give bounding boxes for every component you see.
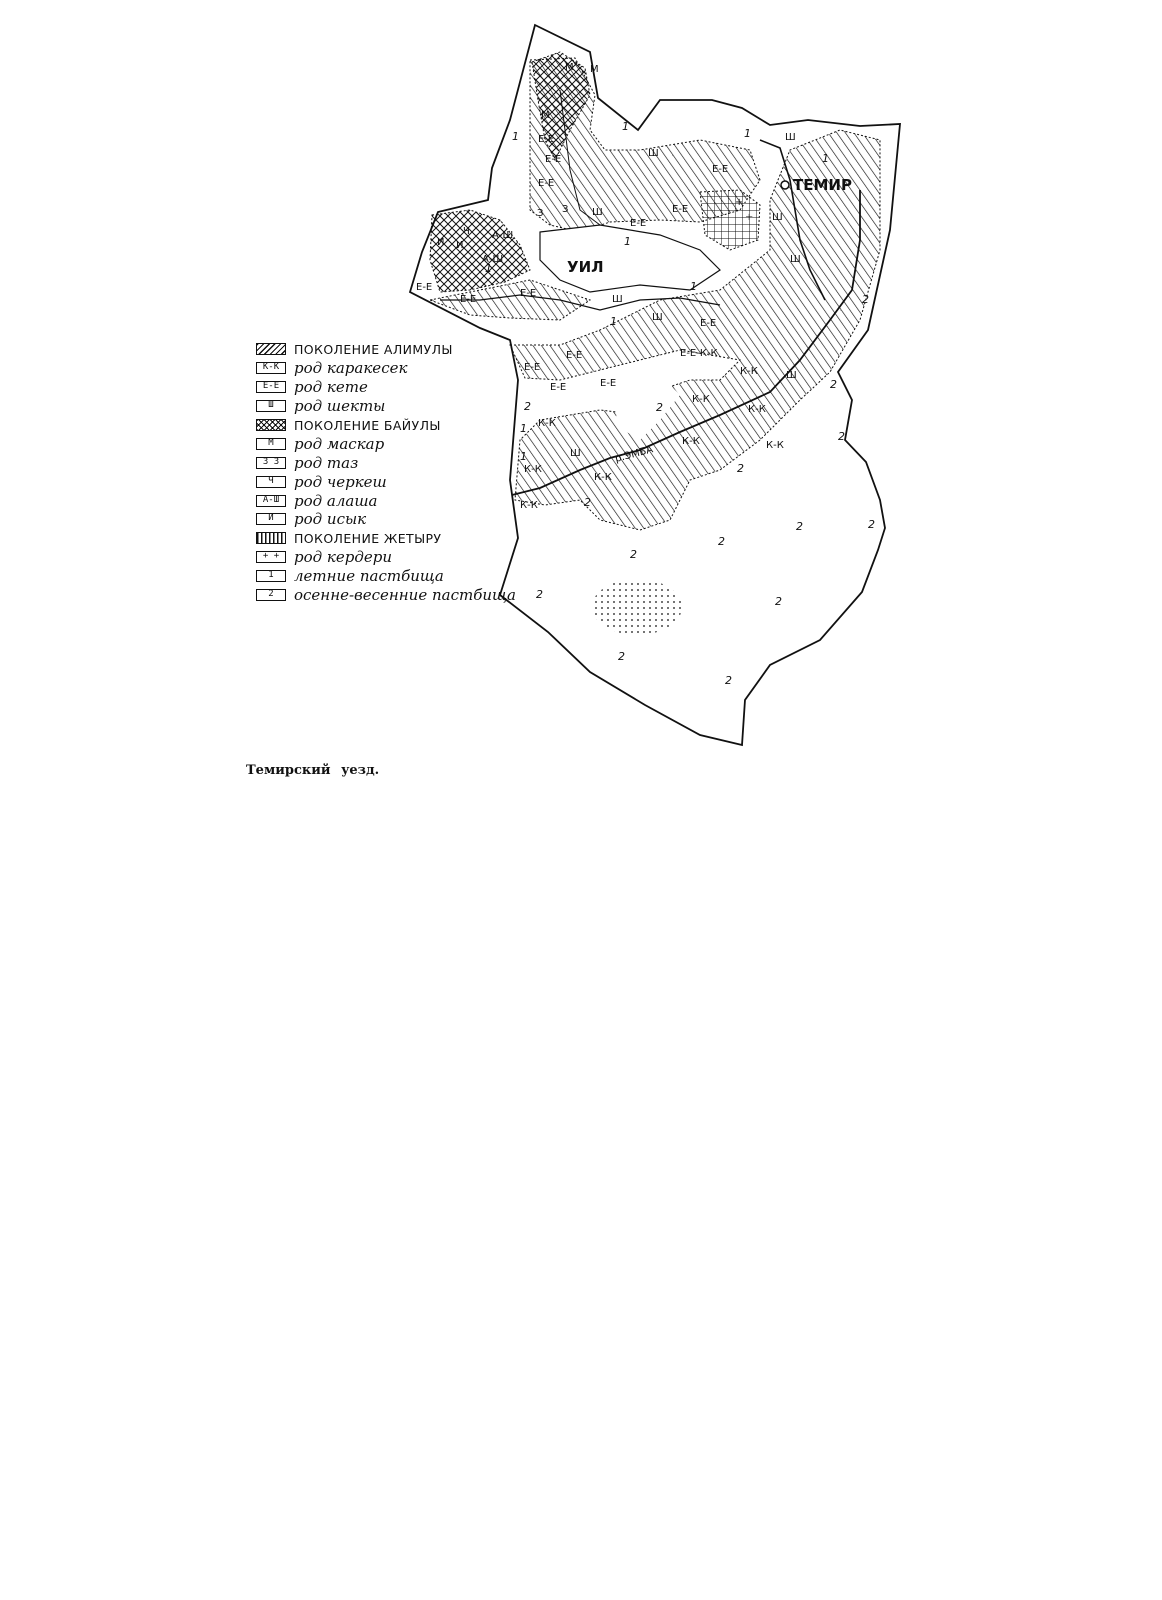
svg-text:К-К: К-К	[692, 394, 710, 405]
svg-text:Ш: Ш	[592, 207, 603, 218]
svg-text:2: 2	[862, 293, 869, 306]
legend-swatch: 2	[256, 589, 286, 601]
sand-dots	[592, 579, 682, 635]
map-caption: Темирский уезд.	[246, 763, 380, 778]
svg-text:1: 1	[622, 120, 629, 133]
svg-text:А-Ш: А-Ш	[482, 254, 504, 265]
legend-item	[256, 510, 526, 529]
svg-text:И: И	[437, 237, 445, 248]
svg-text:1: 1	[690, 280, 697, 293]
river-emba-label: р.ЭМБА	[613, 444, 655, 465]
svg-text:Е-Е: Е-Е	[550, 382, 567, 393]
legend-label: род шекты	[294, 397, 386, 416]
legend-item	[256, 586, 526, 605]
svg-text:Ш: Ш	[790, 254, 801, 265]
svg-text:1: 1	[485, 262, 492, 275]
legend-item	[256, 416, 526, 435]
svg-text:М: М	[541, 110, 550, 121]
legend-item	[256, 453, 526, 472]
svg-text:М: М	[590, 64, 599, 75]
svg-text:2: 2	[656, 401, 663, 414]
legend-label: ПОКОЛЕНИЕ АЛИМУЛЫ	[294, 341, 453, 357]
svg-text:2: 2	[536, 588, 543, 601]
svg-text:Е-Е: Е-Е	[416, 282, 433, 293]
svg-text:Е-Е: Е-Е	[700, 318, 717, 329]
legend-label: род кердери	[294, 548, 392, 567]
svg-text:1: 1	[610, 315, 617, 328]
svg-text:З: З	[562, 204, 569, 215]
svg-text:1: 1	[624, 235, 631, 248]
legend-swatch: Ч	[256, 476, 286, 488]
svg-text:Ш: Ш	[772, 212, 783, 223]
legend-label: род маскар	[294, 434, 385, 453]
svg-text:Ш: Ш	[786, 370, 797, 381]
svg-text:1: 1	[822, 152, 829, 165]
legend-item	[256, 378, 526, 397]
svg-text:А-Ш: А-Ш	[492, 230, 514, 241]
svg-text:Е-Е: Е-Е	[538, 134, 555, 145]
svg-text:К-К: К-К	[594, 472, 612, 483]
legend-swatch: + +	[256, 551, 286, 563]
svg-text:2: 2	[584, 496, 591, 509]
svg-text:И: И	[456, 240, 464, 251]
svg-text:2: 2	[630, 548, 637, 561]
legend-item	[256, 529, 526, 548]
legend-swatch: Е-Е	[256, 381, 286, 393]
svg-text:К-К: К-К	[682, 436, 700, 447]
legend-swatch: З З	[256, 457, 286, 469]
legend-swatch: И	[256, 513, 286, 525]
svg-text:Е-Е: Е-Е	[712, 164, 729, 175]
svg-text:1: 1	[512, 130, 519, 143]
legend-label: род кете	[294, 378, 368, 397]
legend-item	[256, 472, 526, 491]
svg-text:Е-Е: Е-Е	[600, 378, 617, 389]
legend-item	[256, 567, 526, 586]
svg-text:2: 2	[725, 674, 732, 687]
svg-text:К-К: К-К	[740, 366, 758, 377]
svg-text:2: 2	[737, 462, 744, 475]
legend-label: род каракесек	[294, 359, 408, 378]
legend-item	[256, 434, 526, 453]
svg-text:Ш: Ш	[785, 132, 796, 143]
svg-text:2: 2	[618, 650, 625, 663]
svg-text:Е-Е: Е-Е	[566, 350, 583, 361]
legend-label: род таз	[294, 453, 359, 472]
svg-text:Е-Е: Е-Е	[520, 288, 537, 299]
svg-text:2: 2	[775, 595, 782, 608]
svg-text:2: 2	[868, 518, 875, 531]
legend-swatch	[256, 419, 286, 431]
legend-item	[256, 359, 526, 378]
map-legend	[256, 340, 526, 604]
legend-label: род алаша	[294, 491, 378, 510]
temir-town-marker	[781, 181, 789, 189]
svg-text:Е-Е: Е-Е	[524, 362, 541, 373]
svg-text:К-К: К-К	[524, 464, 542, 475]
legend-label: род черкеш	[294, 472, 387, 491]
svg-text:2: 2	[524, 400, 531, 413]
svg-text:Ш: Ш	[652, 312, 663, 323]
svg-text:Е-Е: Е-Е	[672, 204, 689, 215]
legend-item	[256, 548, 526, 567]
legend-label: летние пастбища	[294, 567, 444, 586]
svg-text:М: М	[565, 62, 574, 73]
svg-text:К-К: К-К	[520, 500, 538, 511]
legend-label: осенне-весенние пастбища	[294, 586, 516, 605]
svg-text:К-К: К-К	[748, 404, 766, 415]
svg-text:Е-Е: Е-Е	[538, 178, 555, 189]
svg-text:2: 2	[718, 535, 725, 548]
legend-swatch: Ш	[256, 400, 286, 412]
place-uil: УИЛ	[567, 258, 604, 276]
legend-label: род исык	[294, 510, 367, 529]
legend-item	[256, 397, 526, 416]
legend-swatch	[256, 532, 286, 544]
legend-swatch: М	[256, 438, 286, 450]
svg-text:Ш: Ш	[648, 148, 659, 159]
legend-item	[256, 491, 526, 510]
svg-text:К-К: К-К	[766, 440, 784, 451]
svg-text:2: 2	[838, 430, 845, 443]
svg-text:1: 1	[520, 450, 527, 463]
svg-text:Ч: Ч	[463, 226, 470, 237]
svg-text:Ш: Ш	[570, 448, 581, 459]
legend-label: ПОКОЛЕНИЕ ЖЕТЫРУ	[294, 530, 442, 546]
legend-swatch: К-К	[256, 362, 286, 374]
svg-text:1: 1	[744, 127, 751, 140]
place-temir: ТЕМИР	[793, 176, 852, 194]
legend-swatch: А-Ш	[256, 495, 286, 507]
svg-text:1: 1	[520, 422, 527, 435]
legend-swatch	[256, 343, 286, 355]
svg-text:З: З	[537, 208, 544, 219]
svg-text:Е-Е-К-К: Е-Е-К-К	[680, 348, 718, 359]
svg-text:2: 2	[830, 378, 837, 391]
svg-text:+: +	[735, 197, 744, 208]
svg-text:К-К: К-К	[538, 418, 556, 429]
svg-text:Е-Е: Е-Е	[630, 218, 647, 229]
legend-swatch: 1	[256, 570, 286, 582]
legend-item	[256, 340, 526, 359]
svg-text:+: +	[745, 212, 754, 223]
legend-label: ПОКОЛЕНИЕ БАЙУЛЫ	[294, 417, 441, 433]
svg-text:Е-Е: Е-Е	[545, 154, 562, 165]
svg-text:Ш: Ш	[612, 294, 623, 305]
svg-text:Е-Е: Е-Е	[460, 294, 477, 305]
svg-text:2: 2	[796, 520, 803, 533]
